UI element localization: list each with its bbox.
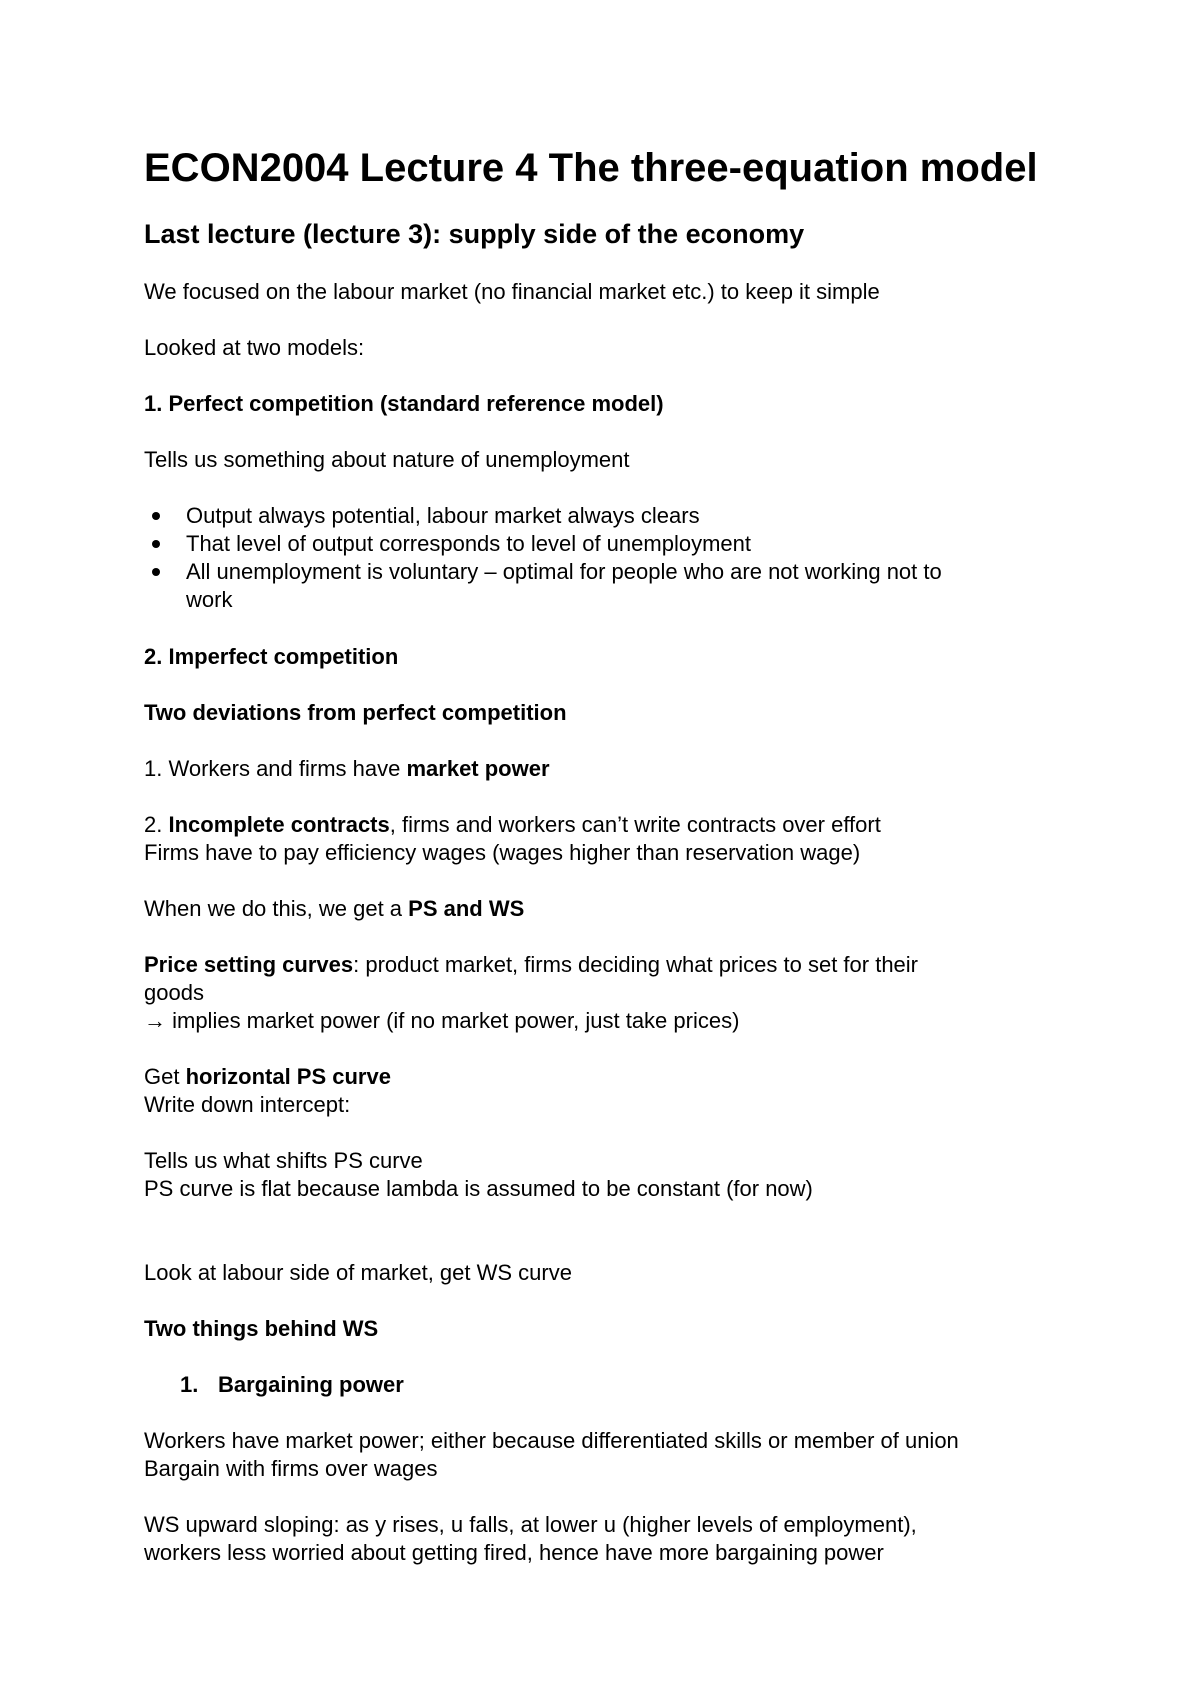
- paragraph-flat: PS curve is flat because lambda is assumed to be constant (for now): [144, 1176, 813, 1201]
- paragraph-bargain: Bargain with firms over wages: [144, 1456, 438, 1481]
- numbered-item-bargaining: 1. Bargaining power: [180, 1372, 404, 1397]
- bullet-item: Output always potential, labour market always clears: [186, 502, 700, 530]
- paragraph-tells: Tells us something about nature of unemployment: [144, 447, 630, 472]
- heading-two-things: Two things behind WS: [144, 1316, 379, 1341]
- bullet-dot-icon: [152, 540, 160, 548]
- heading-perfect-competition: 1. Perfect competition (standard reference model): [144, 391, 664, 416]
- page-title: ECON2004 Lecture 4 The three-equation model: [144, 146, 1038, 190]
- paragraph-horizontal-ps: Get horizontal PS curve: [144, 1064, 391, 1089]
- paragraph-ws-upward-2: workers less worried about getting fired, hence have more bargaining power: [144, 1540, 884, 1565]
- paragraph-goods: goods: [144, 980, 204, 1005]
- heading-two-deviations: Two deviations from perfect competition: [144, 700, 567, 725]
- paragraph-ps-ws: When we do this, we get a PS and WS: [144, 896, 525, 921]
- section-heading-last-lecture: Last lecture (lecture 3): supply side of the economy: [144, 219, 805, 249]
- bullet-dot-icon: [152, 568, 160, 576]
- paragraph-focus: We focused on the labour market (no financial market etc.) to keep it simple: [144, 279, 880, 304]
- paragraph-looked: Looked at two models:: [144, 335, 365, 360]
- arrow-right-icon: →: [144, 1008, 166, 1033]
- paragraph-intercept: Write down intercept:: [144, 1092, 351, 1117]
- paragraph-implies: → implies market power (if no market power, just take prices): [144, 1008, 740, 1033]
- paragraph-ws-upward-1: WS upward sloping: as y rises, u falls, at lower u (higher levels of employment),: [144, 1512, 917, 1537]
- bullet-dot-icon: [152, 512, 160, 520]
- paragraph-efficiency-wages: Firms have to pay efficiency wages (wages higher than reservation wage): [144, 840, 861, 865]
- deviation-market-power: 1. Workers and firms have market power: [144, 756, 550, 781]
- paragraph-workers: Workers have market power; either because differentiated skills or member of union: [144, 1428, 959, 1453]
- heading-imperfect-competition: 2. Imperfect competition: [144, 644, 399, 669]
- bullet-item: All unemployment is voluntary – optimal for people who are not working not to: [186, 558, 942, 586]
- paragraph-labour-side: Look at labour side of market, get WS curve: [144, 1260, 572, 1285]
- paragraph-price-setting: Price setting curves: product market, firms deciding what prices to set for their: [144, 952, 918, 977]
- paragraph-shifts: Tells us what shifts PS curve: [144, 1148, 423, 1173]
- bullet-item: That level of output corresponds to level of unemployment: [186, 530, 751, 558]
- deviation-incomplete-contracts: 2. Incomplete contracts, firms and workers can’t write contracts over effort: [144, 812, 881, 837]
- bullet-item-continuation: work: [186, 587, 233, 612]
